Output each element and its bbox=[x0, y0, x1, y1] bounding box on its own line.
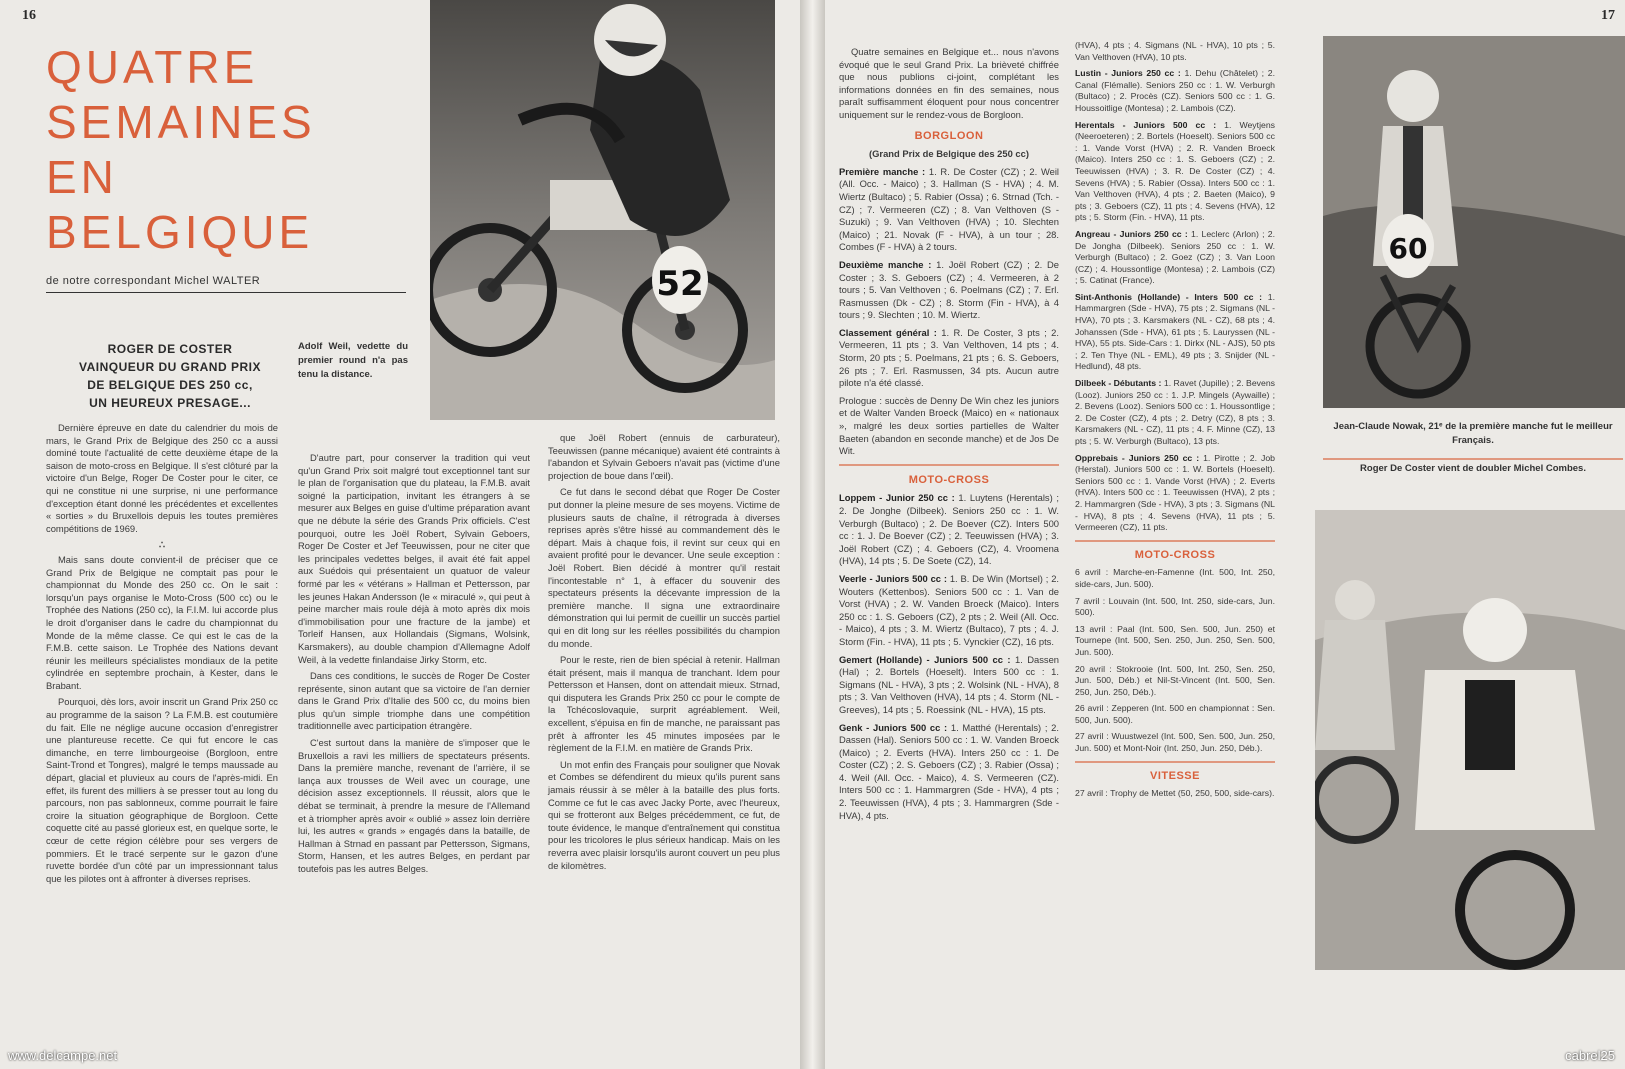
result-text: 1. Joël Robert (CZ) ; 2. De Coster ; 3. S. Geboers (CZ) ; 4. Vermeeren, à 2 tours ; 5. Van Velthoven ; 6. Poelmans (CZ) ; 7. Erl. Rasmussen (Dk - CZ) ; 8. Storm (Fin - HVA), à 4 tours ; 9. Slechten ; 10. M. Wiertz. bbox=[839, 258, 1059, 321]
photo-caption: Jean-Claude Nowak, 21ᵉ de la première manche fut le meilleur Français. bbox=[1333, 421, 1613, 446]
result-entry bbox=[1075, 229, 1275, 287]
result-entry bbox=[839, 259, 1059, 322]
result-label: Lustin - Juniors 250 cc : bbox=[1075, 68, 1181, 79]
result-label: Veerle - Juniors 500 cc : bbox=[839, 572, 947, 584]
result-text: 1. Leclerc (Arlon) ; 2. De Jongha (Dilbeek). Seniors 250 cc : 1. W. Verburgh (Bultaco) ; 2. Goez (CZ) ; 3. Van Loon (CZ) ; 4. Houssontlige (Montesa) ; 2. Lambois (CZ) ; 5. Catinat (France). bbox=[1075, 228, 1275, 286]
result-text: 1. R. De Coster, 3 pts ; 2. Vermeeren, 11 pts ; 3. Van Velthoven, 14 pts ; 4. Storm, 20 pts ; 5. Poelmans, 21 pts ; 6. S. Geboers, 26 pts ; 7. Erl. Rasmussen, 34 pts. Aucun autre pilote n'a été classé. bbox=[839, 326, 1059, 389]
result-text: 1. Hammargren (Sde - HVA), 75 pts ; 2. Sigmans (NL - HVA), 70 pts ; 3. Karsmakers (NL - CZ), 68 pts ; 4. Johanssen (Sde - HVA), 61 pts ; 5. Lauryssen (NL - HVA), 55 pts. Side-Cars : 1. Dirkx (NL - AJS), 50 pts ; 2. Ten Thye (NL - EML), 49 pts ; 3. Snijder (NL - Hedlund), 48 pts. bbox=[1075, 291, 1275, 372]
result-label: Loppem - Junior 250 cc : bbox=[839, 492, 955, 504]
result-label: Sint-Anthonis (Hollande) - Inters 500 cc : bbox=[1075, 291, 1263, 302]
result-entry bbox=[1075, 292, 1275, 373]
headline-line: EN bbox=[46, 151, 118, 203]
result-text: 1. Ravet (Jupille) ; 2. Bevens (Looz). Juniors 250 cc : 1. J.P. Mingels (Aywaille) ; 2. Bevens (Looz). Seniors 500 cc : 1. Houssontlige ; 2. De Coster (CZ), 4 pts ; 2. Detry (CZ), 8 pts ; 3. Karsmakers (NL - CZ), 11 pts ; 4. F. Minne (CZ), 13 pts ; 5. W. Verburgh (Bultaco), 13 pts. bbox=[1075, 378, 1276, 446]
divider bbox=[839, 464, 1059, 466]
calendar-entry: 6 avril : Marche-en-Famenne (Int. 500, Int. 250, side-cars, Jun. 500). bbox=[1075, 567, 1275, 589]
calendar-entry: 13 avril : Paal (Int. 500, Sen. 500, Jun. 250) et Tournepe (Int. 500, Sen. 250, Jun. 250, Sen. 500, Jun. 500). bbox=[1075, 623, 1275, 657]
results-column-2 bbox=[1075, 40, 1275, 805]
result-entry bbox=[839, 573, 1059, 649]
article-column-2 bbox=[298, 452, 530, 880]
paragraph: Dernière épreuve en date du calendrier du mois de mars, le Grand Prix de Belgique des 250 cc a aussi dominé toute l'actualité de cette deuxième étape de la saison de moto-cross en Belgique. Il s'est clôturé par la victoire d'un Belge, Roger De Coster pour le citer, ce qui ne constitue ni une surprise, ni une performance d'exception étant donné les précédentes et excellentes « sorties » du Bruxellois depuis les toutes premières compétitions de 1969. bbox=[46, 422, 278, 534]
divider bbox=[1323, 458, 1623, 460]
motocross-rider-photo bbox=[430, 0, 775, 420]
result-entry bbox=[1075, 378, 1275, 448]
photo-caption: Roger De Coster vient de doubler Michel Combes. bbox=[1360, 463, 1586, 474]
calendar-entry: 20 avril : Stokrooie (Int. 500, Int. 250, Sen. 250, Jun. 500, Déb.) et Nil-St-Vincent (Int. 500, Sen. 250, Jun. 250, Déb.). bbox=[1075, 663, 1275, 697]
result-text: Prologue : succès de Denny De Win chez les juniors et de Walter Vanden Broeck (Maico) en « nationaux », malgré les deux sorties partielles de Walter Baeten (abandon en seconde manche) et de Jos De Wit. bbox=[839, 394, 1059, 457]
calendar-entry: 7 avril : Louvain (Int. 500, Int. 250, side-cars, Jun. 500). bbox=[1075, 595, 1275, 618]
section-title-calendar: MOTO-CROSS bbox=[1134, 548, 1216, 561]
result-text: (HVA), 4 pts ; 4. Sigmans (NL - HVA), 10 pts ; 5. Van Velthoven (HVA), 10 pts. bbox=[1075, 40, 1275, 62]
article-column-1 bbox=[46, 422, 278, 889]
paragraph: Pour le reste, rien de bien spécial à retenir. Hallman était présent, mais il manqua de tranchant. Idem pour Pettersson et Hansen, dont on attendait mieux. Strnad, qui disputera les Grands Prix 250 cc pour le compte de la Tchécoslovaquie, surprit agréablement. Weil, excellent, s'épuisa en fin de manche, ne paraissant pas prêt à affronter les 45 minutes imposées par le règlement de la F.I.M. en matière de Grands Prix. bbox=[548, 654, 780, 754]
result-label: Deuxième manche : bbox=[839, 258, 932, 270]
calendar-entry: 26 avril : Zepperen (Int. 500 en championnat : Sen. 500, Jun. 500). bbox=[1075, 703, 1275, 725]
watermark: cabrel25 bbox=[1565, 1048, 1615, 1063]
calendar-entry: 27 avril : Wuustwezel (Int. 500, Sen. 500, Jun. 250, Jun. 500) et Mont-Noir (Int. 250, Jun. 250, Déb.). bbox=[1075, 731, 1275, 754]
result-text: 1. B. De Win (Mortsel) ; 2. Wouters (Kettenbos). Seniors 500 cc : 1. Van de Vorst (HVA) ; 2. W. Vanden Broeck (Maico). Inters 250 cc : 1. S. Geboers (CZ), 2 pts ; 2. Weil (All. Occ. - Maico), 4 pts ; 3. M. Wiertz (Bultaco), 7 pts ; 4. J. Storm (Fin. - HVA), 11 pts ; 5. Vynckier (CZ), 16 pts. bbox=[839, 572, 1060, 647]
result-text: 1. Luytens (Herentals) ; 2. De Jonghe (Dilbeek). Seniors 250 cc : 1. W. Verburgh (Bultaco) ; 2. De Boever (CZ). Inters 500 cc : 1. J. De Boever (CZ) ; 2. Teeuwissen (HVA) ; 3. Joël Robert (CZ) ; 4. Geboers (CZ), 4. Vroomena (HVA), 14 pts ; 5. De Soete (CZ), 14. bbox=[839, 492, 1059, 567]
paragraph: D'autre part, pour conserver la tradition qui veut qu'un Grand Prix soit malgré tout exceptionnel tant sur le plan de l'organisation que du plateau, la F.M.B. avait soigné la participation, invitant les étrangers à se mesurer aux Belges en guise d'ultime préparation avant que ne débute la série des Grands Prix officiels. C'est pourquoi, outre les Joël Robert, Sylvain Geboers, Roger De Coster et Jef Teeuwissen, pour ne citer que les principales vedettes belges, il avait été fait appel aux Suédois qui présentaient un quatuor de valeur formé par les « vétérans » Hallman et Pettersson, par les jeunes Hakan Andersson (le « miraculé », qui peut à peine marcher mais roule déjà à moto après dix mois d'immobilisation pour une fracture de la jambe) et Torleif Hansen, aux Hollandais (Sigmans, Wolsink, Karsmakers), au double champion d'Allemagne Adolf Weil, à la vedette finlandaise Jirky Storm, etc. bbox=[298, 452, 530, 665]
result-label: Classement général : bbox=[839, 326, 937, 338]
paragraph: Dans ces conditions, le succès de Roger De Coster représente, sinon autant que sa victoire de l'an dernier dans le Grand Prix d'Italie des 500 cc, du moins bien plus qu'un simple triomphe dans une compétition traditionnelle avec participation étrangère. bbox=[298, 670, 530, 732]
paragraph: Mais sans doute convient-il de préciser que ce Grand Prix de Belgique ne comptait pas pour le championnat du Monde des 250 cc. On le sait : lorsqu'un pays organise le Moto-Cross (500 cc) ou le Trophée des Nations (250 cc), la F.I.M. lui accorde plus le droit d'organiser dans le cadre du championnat du Monde de la même classe. Ce qui est le cas de la F.M.B. cette saison. Le Trophée des Nations devant réunir les meilleurs spécialistes mondiaux de la petite cylindrée en septembre prochain, à Kester, dans le Brabant. bbox=[46, 553, 278, 691]
headline-line: SEMAINES bbox=[46, 96, 316, 148]
article-kicker bbox=[70, 340, 270, 412]
rider-60-photo bbox=[1323, 36, 1625, 408]
calendar-entry: 27 avril : Trophy de Mettet (50, 250, 500, side-cars). bbox=[1075, 788, 1275, 799]
paragraph: Ce fut dans le second débat que Roger De Coster put donner la pleine mesure de ses moyens. Victime de plusieurs sauts de chaîne, il rétrograda à diverses reprises après s'être hissé au commandement dès le départ. Mais à chaque fois, il revint sur ceux qui en avaient profité pour le devancer. Une seule exception : Joël Robert. Bien décidé à montrer qu'il restait l'incontestable n° 1, à effacer du souvenir des spectateurs présents la décevante impression de la première manche. Il signa une extraordinaire démonstration qui lui permit de cueillir un succès partiel qui en dit long sur les réelles possibilités du champion du monde. bbox=[548, 486, 780, 649]
result-text: 1. Weytjens (Neeroeteren) ; 2. Bortels (Hoeselt). Seniors 500 cc : 1. Vande Vorst (HVA) ; 2. R. Vanden Broeck (Maico). Inters 250 cc : 1. S. Geboers (CZ) ; 2. Teeuwissen (HVA) ; 3. R. De Coster (CZ) ; 4. Sevens (HVA) ; 5. Rabier (Ossa). Inters 500 cc : 1. Van Velthoven (HVA), 4 pts ; 2. Baeten (Maico), 9 pts ; 3. Geboers (CZ), 11 pts ; 4. Sevens (HVA), 12 pts ; 5. Storm (Fin. - HVA), 11 pts. bbox=[1075, 119, 1276, 223]
article-headline bbox=[46, 40, 346, 260]
result-text: 1. Dehu (Châtelet) ; 2. Canal (Flémalle). Seniors 250 cc : 1. W. Verburgh (Bultaco) ; 2. Procès (CZ). Seniors 500 cc : 1. G. Houssoitlige (Montesa) ; 2. Lambois (CZ). bbox=[1075, 68, 1275, 113]
result-entry bbox=[839, 722, 1059, 823]
intro-paragraph: Quatre semaines en Belgique et... nous n'avons évoqué que le seul Grand Prix. La brièveté chiffrée que nous publions ci-joint, complétant les informations données en fin des semaines, nous paraît suffisamment éloquent pour nous concentrer uniquement sur le rendez-vous de Borgloon. bbox=[839, 46, 1059, 120]
page-gutter bbox=[800, 0, 825, 1069]
result-label: Herentals - Juniors 500 cc : bbox=[1075, 119, 1217, 130]
result-label: Dilbeek - Débutants : bbox=[1075, 378, 1162, 389]
divider bbox=[1075, 540, 1275, 542]
section-title-motocross: MOTO-CROSS bbox=[908, 473, 990, 486]
headline-line: BELGIQUE bbox=[46, 206, 314, 258]
kicker-line: UN HEUREUX PRESAGE... bbox=[89, 396, 251, 410]
result-entry bbox=[839, 492, 1059, 568]
result-label: Gemert (Hollande) - Juniors 500 cc : bbox=[839, 653, 1011, 665]
section-title-vitesse: VITESSE bbox=[1150, 769, 1200, 782]
riders-duel-photo bbox=[1315, 510, 1625, 970]
result-entry bbox=[1075, 120, 1275, 224]
rider-number: 52 bbox=[656, 264, 704, 304]
paragraph: que Joël Robert (ennuis de carburateur), Teeuwissen (panne mécanique) avaient été contraints à l'abandon et Sylvain Geboers n'avait pas (victime d'une projection de boue dans l'œil). bbox=[548, 432, 780, 481]
result-entry bbox=[1075, 68, 1275, 114]
kicker-line: VAINQUEUR DU GRAND PRIX bbox=[79, 360, 261, 374]
result-text: 1. Pirotte ; 2. Job (Herstal). Juniors 500 cc : 1. W. Bortels (Hoeselt). Seniors 500 cc : 1. Vande Vorst (HVA) ; 2. Everts (HVA). Inters 500 cc : 1. Teeuwissen (HVA), 2 pts ; 2. Hammargren (Sde - HVA), 3 pts ; 3. Sigmans (NL - HVA), 8 pts ; 4. Sevens (HVA), 11 pts ; 5. Vermeeren (CZ), 11 pts. bbox=[1075, 452, 1275, 533]
article-column-3 bbox=[548, 432, 780, 876]
rider-number: 60 bbox=[1388, 232, 1428, 265]
headline-line: QUATRE bbox=[46, 41, 259, 93]
result-text: 1. Matthé (Herentals) ; 2. Dassen (Hal). Seniors 500 cc : 1. W. Vanden Broeck (Maico) ; 2. Everts (HVA). Inters 250 cc : 1. De Coster (CZ) ; 2. S. Geboers (CZ) ; 3. Rabier (Ossa) ; 4. Weil (All. Occ. - Maico), 4. S. Vermeeren (CZ). Inters 500 cc : 1. Hammargren (Sde - HVA), 4 pts ; 2. Teeuwissen (HVA), 4 pts ; 3. Hammargren (Sde - HVA), 4 pts. bbox=[839, 721, 1059, 821]
section-subtitle: (Grand Prix de Belgique des 250 cc) bbox=[869, 148, 1029, 160]
byline: de notre correspondant Michel WALTER bbox=[46, 275, 261, 287]
kicker-line: ROGER DE COSTER bbox=[107, 342, 233, 356]
paragraph: Pourquoi, dès lors, avoir inscrit un Grand Prix 250 cc au programme de la saison ? La F.M.B. est coutumière du fait. Elle ne néglige aucune occasion d'enregistrer une plantureuse recette. Ce qui fut encore le cas dimanche, en terre limbourgeoise (Borgloon, entre Saint-Trond et Tongres), malgré le temps maussade au départ, glacial et pluvieux au cours de l'après-midi. En effet, ils furent des milliers à se presser tout au long du parcours, non pas sablonneux, comme pourrait le faire croire la situation géographique de Borgloon. Cette coquette cité au passé glorieux est, en quelque sorte, le cœur de cette région célèbre pour ses vergers de pommiers. Et le tracé serpente sur le gazon d'une ruvette bordée d'un côté par un impressionnant talus que les pilotes ont à affronter à diverses reprises. bbox=[46, 696, 278, 884]
divider bbox=[1075, 761, 1275, 763]
result-text: 1. Dassen (Hal) ; 2. Bortels (Hoeselt). Inters 500 cc : 1. Sigmans (NL - HVA), 3 pts ; 2. Wolsink (NL - HVA), 8 pts ; 3. Van Velthoven (HVA), 14 pts ; 4. Storm (NL - Greeves), 14 pts ; 5. Roessink (NL - HVA), 15 pts. bbox=[839, 653, 1060, 715]
section-title-borgloon: BORGLOON bbox=[914, 129, 984, 142]
result-text: 1. R. De Coster (CZ) ; 2. Weil (All. Occ. - Maico) ; 3. Hallman (S - HVA) ; 4. M. Wiertz (Bultaco) ; 5. Rabier (Ossa) ; 6. Strnad (Tch. - CZ) ; 7. Vermeeren (CZ) ; 8. Van Velthoven (S - Suzuki) ; 9. Van Velthoven (HVA) ; 10. Slechten (Maico) ; 21. Novak (F - HVA), à un tour ; 28. Combes (F - HVA) à 2 tours. bbox=[839, 165, 1060, 253]
kicker-line: DE BELGIQUE DES 250 cc, bbox=[87, 378, 253, 392]
divider bbox=[46, 292, 406, 293]
result-entry bbox=[1075, 40, 1275, 63]
photo-caption: Adolf Weil, vedette du premier round n'a pas tenu la distance. bbox=[298, 341, 408, 380]
result-entry bbox=[839, 327, 1059, 390]
page-number: 16 bbox=[22, 8, 36, 23]
results-column-1 bbox=[839, 46, 1059, 827]
separator: ∴ bbox=[159, 539, 165, 551]
watermark: www.delcampe.net bbox=[8, 1048, 118, 1063]
result-entry bbox=[1075, 453, 1275, 534]
paragraph: Un mot enfin des Français pour souligner que Novak et Combes se défendirent du mieux qu'ils purent sans jamais réussir à se mêler à la bataille des plus forts. Comme ce fut le cas avec Jacky Porte, avec l'heureux, qui se frotteront aux Belges précédemment, ce fut, de toute évidence, le manque d'entraînement qui constitua pour les tricolores le plus sérieux handicap. Mais on les reverra avec plaisir lorsqu'ils auront couvert un peu plus de kilomètres. bbox=[548, 758, 780, 871]
result-entry bbox=[839, 654, 1059, 717]
result-entry bbox=[839, 166, 1059, 254]
left-page bbox=[0, 0, 800, 1069]
paragraph: C'est surtout dans la manière de s'imposer que le Bruxellois a ravi les milliers de spectateurs présents. Dans la première manche, revenant de l'arrière, il se lança aux trousses de Weil avec un courage, une décision assez exceptionnels. Il réussit, alors que le débat se terminait, à prendre la mesure de l'Allemand et à triompher après avoir « oublié » assez loin derrière lui, les autres « grands » engagés dans la bataille, de Hallman à Strnad en passant par Pettersson, Sigmans, Storm, Hansen, et les autres Belges, en perdant par toutefois pas les autres Belges. bbox=[298, 737, 530, 874]
result-label: Première manche : bbox=[839, 165, 926, 177]
right-page bbox=[825, 0, 1625, 1069]
result-label: Angreau - Juniors 250 cc : bbox=[1075, 228, 1188, 239]
result-entry bbox=[839, 395, 1059, 458]
result-label: Opprebais - Juniors 250 cc : bbox=[1075, 452, 1200, 463]
result-label: Genk - Juniors 500 cc : bbox=[839, 721, 948, 733]
page-number: 17 bbox=[1601, 8, 1615, 23]
